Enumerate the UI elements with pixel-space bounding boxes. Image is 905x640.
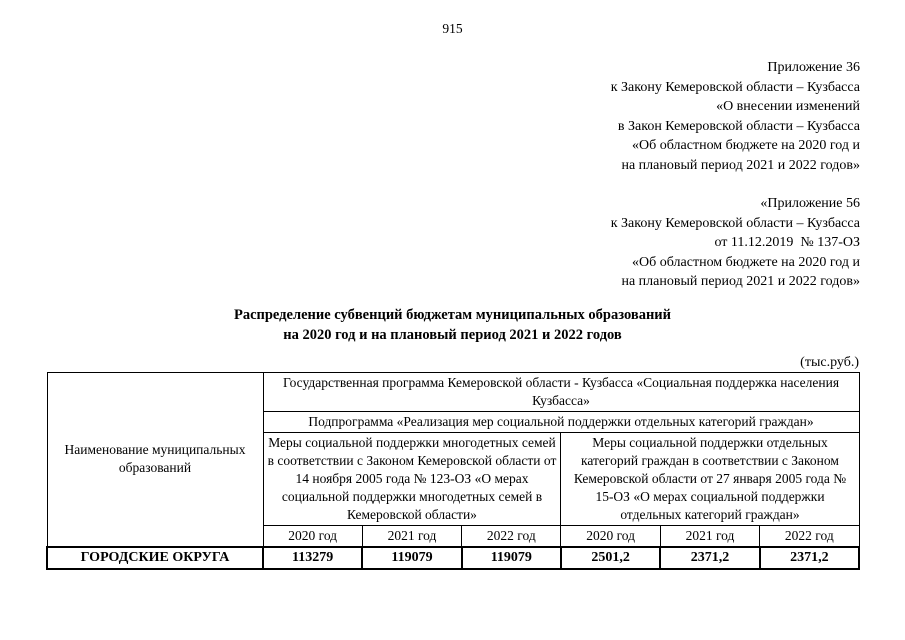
year-header-cell: 2020 год — [561, 525, 660, 547]
measure-right-header-cell: Меры социальной поддержки отдельных категорий граждан в соответствии с Законом Кемеровской области от 27 января 2005 года № 15-ОЗ «О мерах социальной поддержки отдельных категорий граждан» — [561, 432, 859, 525]
appendix-block-56 — [0, 194, 860, 292]
state-program-header-cell: Государственная программа Кемеровской области - Кузбасса «Социальная поддержка населения Кузбасса» — [263, 372, 859, 411]
value-cell: 119079 — [362, 547, 461, 569]
year-header-cell: 2021 год — [660, 525, 759, 547]
year-header-cell: 2020 год — [263, 525, 362, 547]
document-title — [0, 305, 905, 345]
year-header-cell: 2022 год — [760, 525, 859, 547]
value-cell: 119079 — [462, 547, 561, 569]
appendix-block-36 — [0, 58, 860, 175]
appendix-line: от 11.12.2019 № 137-ОЗ — [714, 235, 860, 250]
value-cell: 2371,2 — [660, 547, 759, 569]
measure-left-header-cell: Меры социальной поддержки многодетных семей в соответствии с Законом Кемеровской области от 14 ноября 2005 года № 123-ОЗ «О мерах социальной поддержки многодетных семей в Кемеровской области» — [263, 432, 561, 525]
municipality-name-header-cell: Наименование муниципальных образований — [47, 372, 263, 547]
year-header-cell: 2022 год — [462, 525, 561, 547]
appendix-line: Приложение 36 — [767, 60, 860, 75]
units-label: (тыс.руб.) — [800, 354, 859, 370]
value-cell: 2371,2 — [760, 547, 859, 569]
appendix-line: «О внесении изменений — [716, 99, 860, 114]
page-number: 915 — [442, 21, 463, 36]
appendix-line: к Закону Кемеровской области – Кузбасса — [610, 215, 860, 231]
appendix-line: «Об областном бюджете на 2020 год и — [632, 254, 860, 270]
value-cell: 113279 — [263, 547, 362, 569]
document-title-line-2: на 2020 год и на плановый период 2021 и 2022 годов — [283, 326, 622, 343]
appendix-line: «Об областном бюджете на 2020 год и — [632, 138, 860, 153]
subprogram-header-cell: Подпрограмма «Реализация мер социальной поддержки отдельных категорий граждан» — [263, 411, 859, 432]
subventions-table — [46, 372, 860, 570]
appendix-line: на плановый период 2021 и 2022 годов» — [621, 274, 860, 289]
appendix-line: в Закон Кемеровской области – Кузбасса — [617, 118, 860, 134]
appendix-line: на плановый период 2021 и 2022 годов» — [621, 157, 860, 173]
table-row-gorodskie-okruga — [47, 547, 859, 569]
appendix-line: «Приложение 56 — [760, 196, 860, 211]
document-title-line-1: Распределение субвенций бюджетам муниципальных образований — [233, 306, 672, 323]
appendix-line: к Закону Кемеровской области – Кузбасса — [610, 79, 860, 95]
row-name-cell: ГОРОДСКИЕ ОКРУГА — [47, 547, 263, 569]
table-row-program-header — [47, 372, 859, 411]
year-header-cell: 2021 год — [362, 525, 461, 547]
value-cell: 2501,2 — [561, 547, 660, 569]
